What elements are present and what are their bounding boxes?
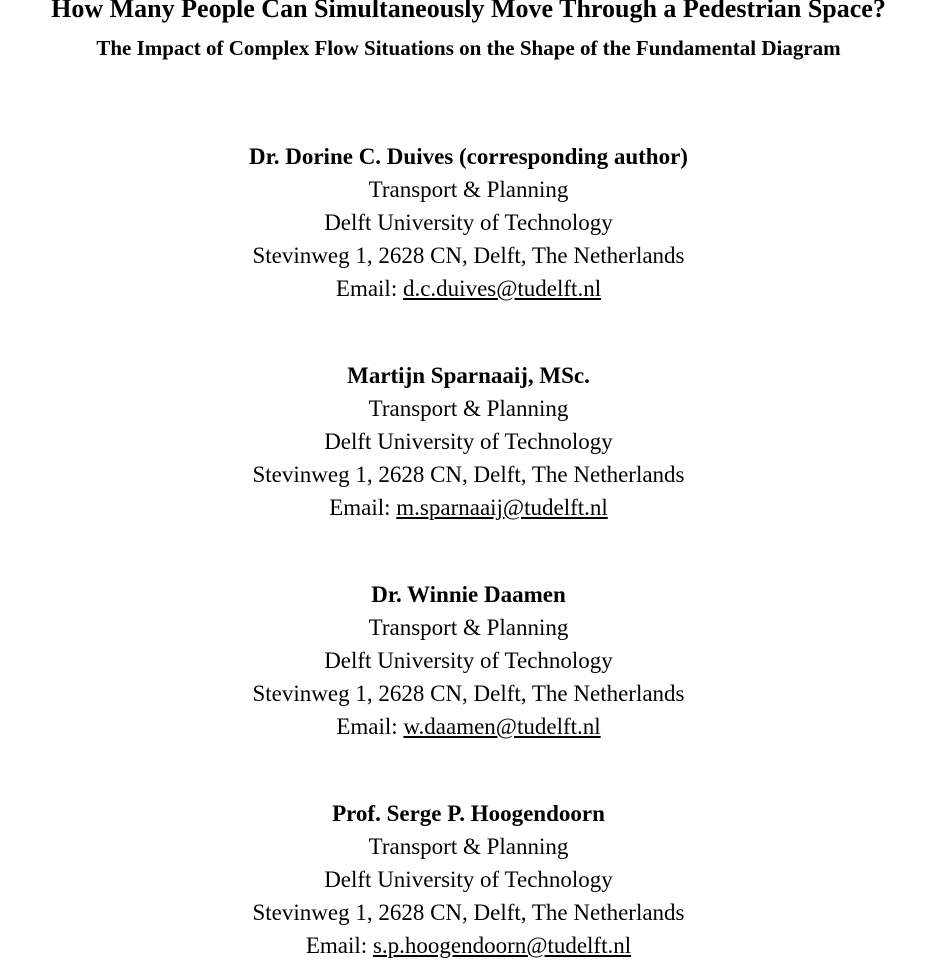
email-link[interactable]: d.c.duives@tudelft.nl [402, 276, 602, 301]
email-link[interactable]: w.daamen@tudelft.nl [403, 714, 601, 739]
author-department: Transport & Planning [368, 177, 569, 202]
email-label: Email: [335, 276, 403, 301]
author-department: Transport & Planning [368, 615, 569, 640]
email-label: Email: [329, 495, 397, 520]
author-block [0, 578, 937, 743]
author-name: Prof. Serge P. Hoogendoorn [332, 801, 605, 826]
author-email-line [0, 929, 937, 962]
author-department: Transport & Planning [368, 834, 569, 859]
author-address: Stevinweg 1, 2628 CN, Delft, The Netherlands [252, 900, 685, 925]
paper-title: How Many People Can Simultaneously Move Through a Pedestrian Space? [51, 0, 886, 23]
author-university: Delft University of Technology [324, 648, 613, 673]
author-block [0, 140, 937, 305]
email-link[interactable]: s.p.hoogendoorn@tudelft.nl [372, 933, 632, 958]
author-university: Delft University of Technology [324, 867, 613, 892]
author-email-line [0, 710, 937, 743]
author-email-line [0, 272, 937, 305]
author-department: Transport & Planning [368, 396, 569, 421]
email-link[interactable]: m.sparnaaij@tudelft.nl [396, 495, 608, 520]
author-university: Delft University of Technology [324, 429, 613, 454]
author-email-line [0, 491, 937, 524]
author-name: Dr. Dorine C. Duives (corresponding author) [249, 144, 688, 169]
author-address: Stevinweg 1, 2628 CN, Delft, The Netherlands [252, 681, 685, 706]
author-block [0, 797, 937, 962]
author-name: Dr. Winnie Daamen [371, 582, 566, 607]
author-address: Stevinweg 1, 2628 CN, Delft, The Netherlands [252, 462, 685, 487]
email-label: Email: [305, 933, 373, 958]
author-university: Delft University of Technology [324, 210, 613, 235]
author-address: Stevinweg 1, 2628 CN, Delft, The Netherlands [252, 243, 685, 268]
author-block [0, 359, 937, 524]
paper-subtitle: The Impact of Complex Flow Situations on the Shape of the Fundamental Diagram [96, 36, 841, 60]
email-label: Email: [336, 714, 404, 739]
author-name: Martijn Sparnaaij, MSc. [347, 363, 590, 388]
